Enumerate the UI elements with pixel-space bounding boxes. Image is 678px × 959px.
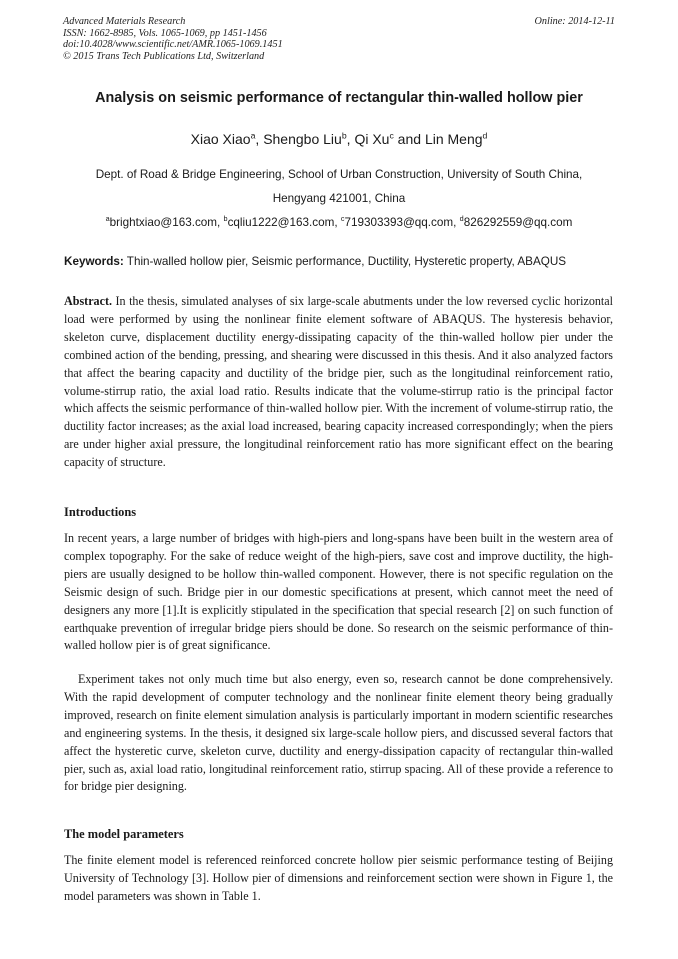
affiliation-line-1: Dept. of Road & Bridge Engineering, School of Urban Construction, University of South China, bbox=[95, 168, 583, 181]
author-name: Xiao Xiao bbox=[190, 131, 251, 147]
author-mark: d bbox=[482, 130, 488, 141]
abstract bbox=[64, 293, 613, 472]
author-name: Shengbo Liu bbox=[263, 131, 342, 147]
journal-name: Advanced Materials Research bbox=[63, 16, 186, 27]
author-list bbox=[0, 131, 678, 147]
separator: , bbox=[453, 216, 460, 229]
email-mark: a bbox=[105, 214, 110, 224]
keywords bbox=[64, 255, 616, 268]
email-mark: c bbox=[340, 214, 345, 224]
abstract-label: Abstract. bbox=[64, 294, 113, 308]
intro-paragraph-2: Experiment takes not only much time but also energy, even so, research cannot be done comprehensively. With the rapid development of computer technology and the nonlinear finite element theory being gradually improved, research on finite element simulation analysis is particularly important in modern scientific researches and engineering systems. In the thesis, it designed six large-scale hollow piers, and discussed several factors that affect the hysteretic curve, skeleton curve, ductility and energy-dissipation capacity of rectangular thin-walled pier, such as, axial load ratio, longitudinal reinforcement ratio, stirrup spacing. All of these provide a reference to for bridge pier designing. bbox=[64, 672, 613, 794]
email-mark: d bbox=[459, 214, 464, 224]
section-heading-model-parameters: The model parameters bbox=[64, 827, 184, 841]
email-address[interactable]: brightxiao@163.com bbox=[109, 216, 218, 229]
section-heading-introductions: Introductions bbox=[64, 505, 137, 519]
author-name: Qi Xu bbox=[354, 131, 390, 147]
separator: , bbox=[217, 216, 224, 229]
copyright-line: © 2015 Trans Tech Publications Ltd, Switzerland bbox=[63, 50, 265, 62]
separator: , bbox=[334, 216, 341, 229]
intro-paragraph-1: In recent years, a large number of bridges with high-piers and long-spans have been built in the western area of complex topography. For the sake of reduce weight of the high-piers, save cost and improve ductility, the high-piers are usually designed to be hollow thin-walled component. However, there is not specific regulation on the Seismic design of such. Bridge pier in our domestic specifications at present, which cannot meet the need of designers any more [1].It is explicitly stipulated in the specification that special research [2] on such function of earthquake prevention of irregular bridge piers should be done. So research on the seismic performance of thin-walled hollow pier is of great significance. bbox=[64, 531, 613, 653]
separator: , bbox=[346, 131, 355, 147]
email-mark: b bbox=[223, 214, 228, 224]
author-mark: c bbox=[389, 130, 394, 141]
email-address[interactable]: 826292559@qq.com bbox=[463, 216, 573, 229]
journal-info bbox=[63, 16, 283, 62]
author-name: Lin Meng bbox=[424, 131, 483, 147]
email-address[interactable]: cqliu1222@163.com bbox=[227, 216, 335, 229]
email-address[interactable]: 719303393@qq.com bbox=[344, 216, 454, 229]
author-mark: a bbox=[250, 130, 256, 141]
keywords-text: Thin-walled hollow pier, Seismic performance, Ductility, Hysteretic property, ABAQUS bbox=[123, 255, 567, 268]
affiliation-line-2: Hengyang 421001, China bbox=[272, 192, 406, 205]
model-paragraph-1: The finite element model is referenced reinforced concrete hollow pier seismic performance testing of Beijing University of Technology [3]. Hollow pier of dimensions and reinforcement section were shown in Figure 1, the model parameters was shown in Table 1. bbox=[64, 853, 613, 903]
author-mark: b bbox=[341, 130, 347, 141]
email-list bbox=[0, 216, 678, 229]
separator: and bbox=[393, 131, 425, 147]
paper-title: Analysis on seismic performance of rectangular thin-walled hollow pier bbox=[95, 90, 583, 106]
separator: , bbox=[255, 131, 264, 147]
abstract-text: In the thesis, simulated analyses of six large-scale abutments under the low reversed cyclic horizontal load were performed by using the nonlinear finite element software of ABAQUS. The hysteresis behavior, skeleton curve, displacement ductility energy-dissipating capacity of the thin-walled hollow pier under the combined action of the bending, pressing, and shearing were discussed in this thesis. And it also analyzed factors that affect the bearing capacity and ductility of the bridge pier, such as the longitudinal reinforcement ratio, volume-stirrup ratio, the axial load ratio. Results indicate that the volume-stirrup ratio is the principal factor which affects the seismic performance of thin-walled hollow pier. With the increment of volume-stirrup ratio, the ductility factor increases; as the axial load increased, bearing capacity increased correspondingly; when the piers are under higher axial pressure, the longitudinal reinforcement ratio has more significant effect on the bearing capacity of structure. bbox=[64, 294, 613, 470]
doi-line: doi:10.4028/www.scientific.net/AMR.1065-1069.1451 bbox=[63, 39, 283, 51]
keywords-label: Keywords: bbox=[64, 255, 124, 268]
issn-line: ISSN: 1662-8985, Vols. 1065-1069, pp 1451-1456 bbox=[63, 27, 267, 39]
online-date: Online: 2014-12-11 bbox=[534, 16, 615, 27]
